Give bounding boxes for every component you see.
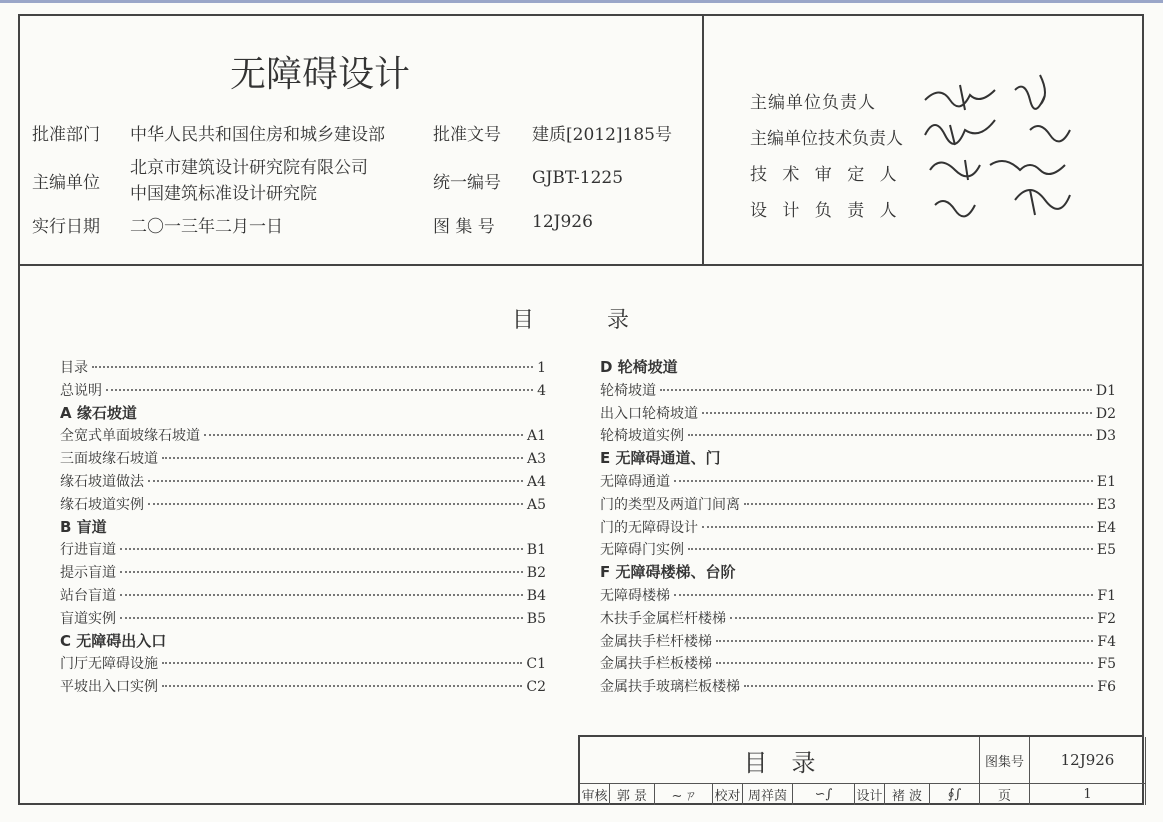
leader-dots [702,412,1092,414]
designer-signature: ∮∫ [930,783,980,805]
toc-entry[interactable] [60,471,546,493]
toc-entry-page: B4 [526,588,546,604]
checker-signature: ∽∫ [793,783,855,805]
toc-entry-page: C2 [526,679,546,696]
toc-entry[interactable] [600,425,1116,447]
toc-entry[interactable] [600,471,1116,493]
toc-entry-page: F2 [1097,610,1116,627]
toc-entry-label: 行进盲道 [60,542,116,559]
leader-dots [106,389,533,391]
toc-entry-label: 全宽式单面坡缘石坡道 [60,428,200,445]
toc-entry-label: 盲道实例 [60,610,116,627]
toc-entry-label: 缘石坡道实例 [60,496,144,513]
toc-section-heading: A 缘石坡道 [60,403,137,422]
toc-entry[interactable] [60,425,546,447]
editor-unit-1: 北京市建筑设计研究院有限公司 [130,158,368,178]
toc-entry-page: 1 [537,360,546,376]
toc-entry-page: B1 [526,542,546,559]
unified-no-label: 统一编号 [433,173,501,193]
leader-dots [120,617,523,619]
toc-entry-page: A4 [526,474,546,490]
leader-dots [744,503,1093,505]
toc-entry-page: D3 [1095,428,1116,445]
design-label: 设计 [855,783,885,805]
toc-section-heading: E 无障碍通道、门 [600,449,721,468]
toc-entry[interactable] [600,380,1116,402]
leader-dots [702,526,1093,528]
toc-entry[interactable] [600,608,1116,630]
page-label: 页 [980,783,1030,805]
toc-entry-page: A5 [526,496,546,513]
toc-entry-page: F1 [1097,588,1116,604]
effective-date-label: 实行日期 [32,217,100,237]
leader-dots [148,503,523,505]
toc-entry[interactable] [60,608,546,630]
toc-entry[interactable] [600,517,1116,539]
toc-entry-page: E3 [1096,496,1116,513]
toc-entry[interactable] [60,448,546,470]
leader-dots [204,434,523,436]
atlas-no: 12J926 [1030,737,1146,783]
toc-entry-page: F5 [1097,656,1116,673]
leader-dots [674,480,1093,482]
toc-entry-label: 无障碍通道 [600,474,670,490]
leader-dots [120,594,523,596]
toc-entry-label: 三面坡缘石坡道 [60,451,158,468]
editor-unit-label: 主编单位 [32,173,100,193]
leader-dots [674,594,1093,596]
toc-entry-label: 门厅无障碍设施 [60,656,158,673]
toc-entry[interactable] [600,631,1116,653]
editor-unit-2: 中国建筑标准设计研究院 [130,184,317,204]
toc-entry[interactable] [60,380,546,402]
responsible-label: 技 术 审 定 人 [750,165,897,185]
leader-dots [660,389,1092,391]
toc-entry-page: C1 [526,656,546,673]
toc-entry[interactable] [600,403,1116,425]
title-block-name: 目 录 [580,737,980,783]
toc-entry[interactable] [600,653,1116,675]
toc-entry-page: E1 [1096,474,1116,490]
toc-entry-page: F6 [1097,679,1116,696]
leader-dots [162,457,523,459]
toc-entry-label: 缘石坡道做法 [60,474,144,490]
toc-title-1: 目 [512,308,535,333]
toc-entry-label: 木扶手金属栏杆楼梯 [600,610,726,627]
effective-date: 二〇一三年二月一日 [130,217,283,237]
toc-entry[interactable] [60,653,546,675]
toc-entry-label: 出入口轮椅坡道 [600,405,698,422]
toc-section-heading: B 盲道 [60,517,107,536]
toc-entry[interactable] [60,585,546,607]
toc-entry-label: 无障碍门实例 [600,542,684,559]
check-label: 校对 [713,783,743,805]
approval-dept: 中华人民共和国住房和城乡建设部 [130,125,385,145]
leader-dots [716,662,1093,664]
reviewer: 郭 景 [610,783,655,805]
toc-section-heading: F 无障碍楼梯、台阶 [600,563,736,582]
toc-entry-label: 平坡出入口实例 [60,679,158,696]
leader-dots [120,571,523,573]
review-label: 审核 [580,783,610,805]
toc-entry-label: 无障碍楼梯 [600,588,670,604]
toc-entry-page: E5 [1096,542,1116,559]
toc-entry[interactable] [600,585,1116,607]
divider [18,264,1144,266]
toc-entry-page: D1 [1095,382,1116,399]
toc-entry-page: A1 [526,428,546,445]
responsible-label: 设 计 负 责 人 [750,201,897,221]
toc-entry[interactable] [60,494,546,516]
responsible-label: 主编单位技术负责人 [750,129,903,149]
scan-edge [0,0,1163,3]
leader-dots [148,480,523,482]
designer: 褚 波 [885,783,930,805]
toc-entry[interactable] [600,676,1116,698]
handwritten-signatures [920,70,1140,230]
title-block [578,735,1144,805]
approval-no-label: 批准文号 [433,125,501,145]
toc-entry-label: 轮椅坡道实例 [600,428,684,445]
toc-entry-label: 总说明 [60,382,102,399]
toc-entry-label: 站台盲道 [60,588,116,604]
toc-entry-page: E4 [1096,519,1116,536]
toc-entry-page: A3 [526,451,546,468]
toc-entry[interactable] [60,676,546,698]
leader-dots [162,685,522,687]
reviewer-signature: ∼ㄗ [655,783,713,805]
responsible-label: 主编单位负责人 [750,93,876,113]
toc-entry-label: 金属扶手玻璃栏板楼梯 [600,679,740,696]
toc-entry-page: D2 [1095,405,1116,422]
toc-entry-page: F4 [1097,633,1116,650]
toc-entry-label: 门的类型及两道门间离 [600,496,740,513]
divider [702,14,704,265]
leader-dots [744,685,1093,687]
leader-dots [688,434,1092,436]
approval-no: 建质[2012]185号 [532,125,672,145]
toc-entry-label: 金属扶手栏板楼梯 [600,656,712,673]
leader-dots [730,617,1093,619]
toc-entry-page: B2 [526,565,546,582]
toc-entry-label: 提示盲道 [60,565,116,582]
toc-entry-label: 门的无障碍设计 [600,519,698,536]
toc-entry-label: 目录 [60,360,88,376]
atlas-no: 12J926 [532,212,593,232]
approval-dept-label: 批准部门 [32,125,100,145]
toc-entry-page: 4 [537,382,546,399]
leader-dots [688,548,1093,550]
toc-title-2: 录 [607,308,630,333]
toc-entry[interactable] [600,539,1116,561]
page-number: 1 [1030,783,1146,805]
atlas-label: 图集号 [980,737,1030,783]
toc-entry[interactable] [60,562,546,584]
toc-entry-label: 金属扶手栏杆楼梯 [600,633,712,650]
leader-dots [162,662,522,664]
toc-entry-label: 轮椅坡道 [600,382,656,399]
toc-entry[interactable] [600,494,1116,516]
toc-section-heading: D 轮椅坡道 [600,358,678,376]
toc-entry[interactable] [60,357,546,379]
leader-dots [92,366,533,368]
unified-no: GJBT-1225 [532,168,624,188]
toc-section-heading: C 无障碍出入口 [60,631,167,650]
leader-dots [120,548,523,550]
toc-entry[interactable] [60,539,546,561]
toc-entry-page: B5 [526,610,546,627]
checker: 周祥茵 [743,783,793,805]
atlas-no-label: 图 集 号 [433,217,495,237]
leader-dots [716,640,1093,642]
document-title: 无障碍设计 [230,54,411,95]
